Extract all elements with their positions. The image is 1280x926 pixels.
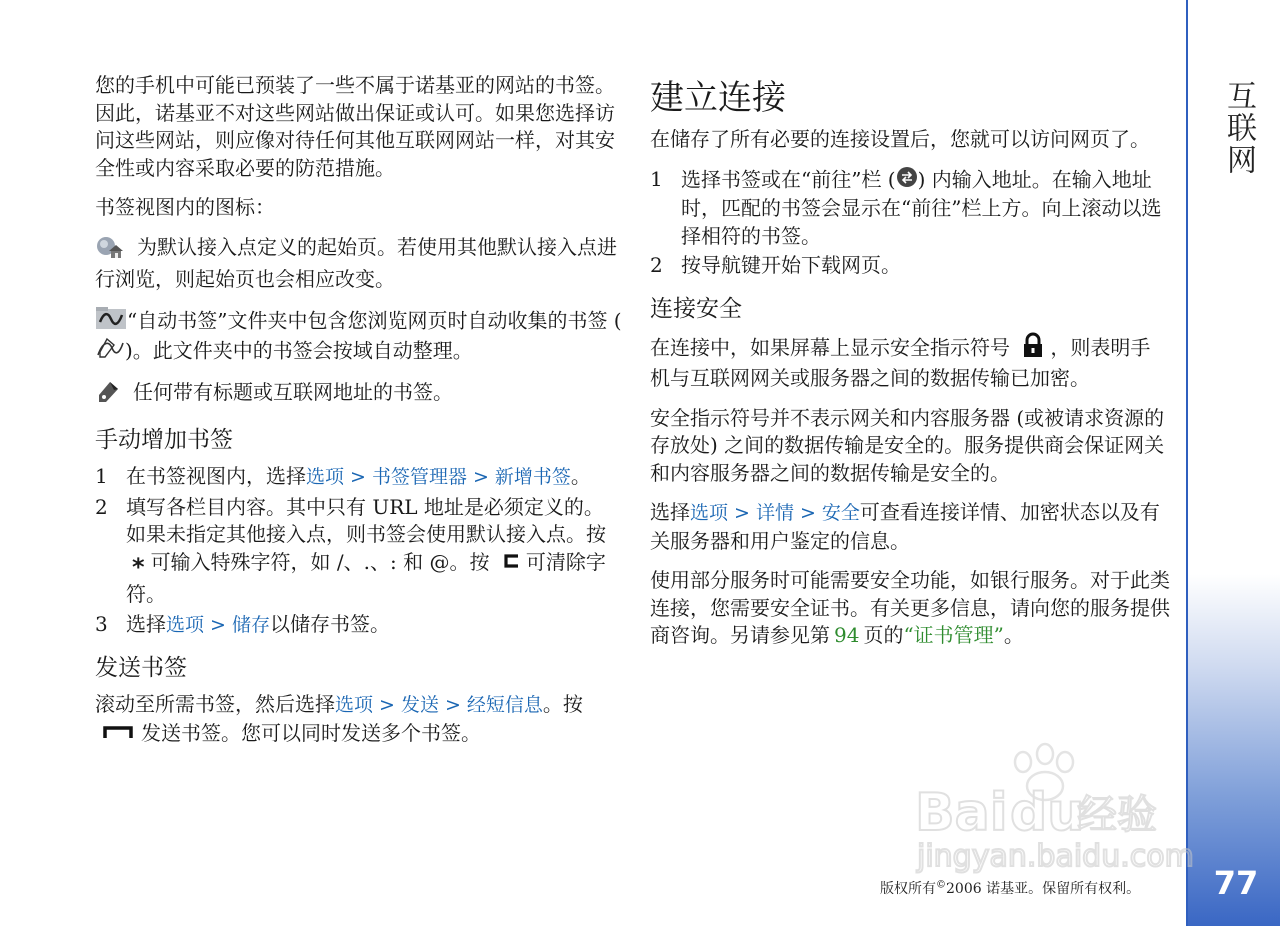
icons-title: 书签视图内的图标： [95, 195, 275, 219]
heading-manual-add: 手动增加书签 [95, 427, 233, 453]
menu-link-save[interactable]: 储存 [231, 613, 270, 636]
connect-intro: 在储存了所有必要的连接设置后，您就可以访问网页了。 [650, 127, 1150, 151]
certificate-management-link[interactable]: “证书管理” [903, 623, 1004, 647]
bookmark-icon [95, 380, 121, 412]
menu-link-options[interactable]: 选项 [690, 502, 729, 524]
menu-link-send[interactable]: 发送 [400, 694, 439, 716]
heading-send-bookmark: 发送书签 [95, 655, 187, 681]
intro-paragraph: 您的手机中可能已预装了一些不属于诺基亚的网站的书签。因此，诺基亚不对这些网站做出保证或认可。如果您选择访问这些网站，则应像对待任何其他互联网网站一样，对其安全性或内容采取必要的防范措施。 [95, 73, 615, 180]
menu-link-bookmark-manager[interactable]: 书签管理器 [371, 466, 467, 488]
footer-copyright: 版权所有©2006 诺基亚。保留所有权利。 [880, 879, 1141, 897]
call-key-icon [95, 720, 141, 748]
security-paragraph-1: 在连接中，如果屏幕上显示安全指示符号 ，则表明手机与互联网网关或服务器之间的数据传输已加密。 [650, 332, 1170, 393]
send-paragraph: 滚动至所需书签，然后选择选项 > 发送 > 经短信息。按 发送书签。您可以同时发送多个书签。 [95, 691, 623, 748]
icon-bookmark-text: 任何带有标题或互联网地址的书签。 [133, 379, 453, 404]
menu-link-options[interactable]: 选项 [335, 694, 374, 716]
section-title: 互联网 [1221, 80, 1256, 176]
icon-home-text: 为默认接入点定义的起始页。若使用其他默认接入点进行浏览，则起始页也会相应改变。 [95, 234, 617, 291]
heading-security: 连接安全 [650, 295, 742, 322]
icon-bookmark-desc [95, 379, 623, 412]
heading-connect: 建立连接 [650, 78, 786, 118]
security-paragraph-3: 选择选项 > 详情 > 安全可查看连接详情、加密状态以及有关服务器和用户鉴定的信息。 [650, 500, 1160, 553]
home-page-icon [95, 235, 125, 267]
watermark-brand-a: Bai [915, 783, 1008, 843]
star-key-icon: * [132, 552, 145, 581]
menu-link-security[interactable]: 安全 [821, 502, 860, 524]
icon-folder-desc [95, 306, 623, 367]
list-item: 1 在书签视图内，选择选项 > 书签管理器 > 新增书签。 [95, 464, 591, 488]
watermark-brand-b: du [1010, 783, 1085, 843]
connect-steps [650, 166, 1170, 280]
list-item: 2 填写各栏目内容。其中只有 URL 地址是必须定义的。如果未指定其他接入点，则书签会使用默认接入点。按 * 可输入特殊字符，如 /、.、: 和 @。按 可清除字符。 [95, 494, 606, 606]
auto-bookmark-icon [95, 337, 125, 367]
security-paragraph-4: 使用部分服务时可能需要安全功能，如银行服务。对于此类连接，您需要安全证书。有关更多信息，请向您的服务提供商咨询。另请参见第 94 页的“证书管理”。 [650, 568, 1170, 647]
watermark-brand-c: 经验 [1077, 792, 1157, 838]
page-number: 77 [1213, 864, 1259, 902]
menu-link-details[interactable]: 详情 [755, 502, 794, 524]
clear-key-icon [496, 549, 526, 577]
auto-bookmark-folder-icon [95, 306, 127, 338]
watermark-url: jingyan.baidu.com [917, 839, 1194, 874]
menu-link-options[interactable]: 选项 [166, 613, 205, 636]
menu-link-via-sms[interactable]: 经短信息 [466, 694, 543, 716]
security-paragraph-2: 安全指示符号并不表示网关和内容服务器 (或被请求资源的存放处) 之间的数据传输是安全的。服务提供商会保证网关和内容服务器之间的数据传输是安全的。 [650, 405, 1165, 485]
menu-link-options[interactable]: 选项 [306, 466, 345, 488]
left-column [95, 72, 623, 760]
baidu-watermark [905, 740, 1195, 875]
menu-link-add-bookmark[interactable]: 新增书签 [494, 466, 571, 488]
right-column [650, 72, 1170, 662]
list-item: 3 选择选项 > 储存以储存书签。 [95, 611, 390, 636]
icon-home-desc [95, 234, 623, 294]
lock-icon [1016, 332, 1050, 366]
icon-folder-text-a: “自动书签”文件夹中包含您浏览网页时自动收集的书签 ( [127, 307, 622, 332]
go-to-field-icon [896, 166, 918, 196]
list-item: 1 选择书签或在“前往”栏 ( ) 内输入地址。在输入地址时，匹配的书签会显示在“前往”栏上方。向上滚动以选择相符的书签。 [650, 166, 1162, 248]
page-reference[interactable]: 94 [834, 623, 860, 647]
icon-folder-text-b: )。此文件夹中的书签会按域自动整理。 [125, 338, 473, 363]
list-item: 2 按导航键开始下载网页。 [650, 253, 901, 277]
manual-add-steps [95, 463, 623, 639]
